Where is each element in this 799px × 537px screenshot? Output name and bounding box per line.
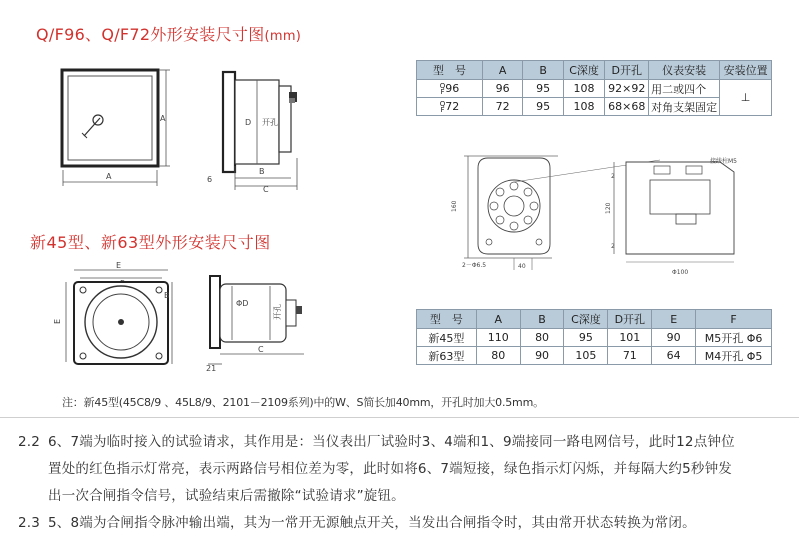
connector-mounting-diagram xyxy=(440,150,799,280)
cell-f: M4开孔 Φ5 xyxy=(696,347,772,365)
new-side-dim-21: 21 xyxy=(206,364,217,373)
col-header-f: F xyxy=(696,310,772,329)
col-header-c: C深度 xyxy=(563,61,605,80)
connector-dim-holes: 2－Φ6.5 xyxy=(462,262,487,269)
connector-terminal-label: 接线柱M5 xyxy=(710,158,737,165)
col-header-c: C深度 xyxy=(564,310,608,329)
paragraph-number: 2.3 xyxy=(18,515,41,531)
table-row xyxy=(417,347,772,365)
cell-c: 105 xyxy=(564,347,608,365)
dimension-note: 注：新45型(45C8/9 、45L8/9、2101－2109系列)中的W、S简长加40mm，开孔时加大0.5mm。 xyxy=(62,396,544,409)
connector-dim-160: 160 xyxy=(451,200,458,212)
cell-b: 90 xyxy=(520,347,564,365)
cell-c: 108 xyxy=(563,80,605,98)
new-front-dim-e-top: E xyxy=(116,261,122,270)
new-side-view-diagram xyxy=(200,260,320,372)
cell-d: 71 xyxy=(608,347,652,365)
table-row xyxy=(417,98,772,116)
qf-side-open-label: 开孔 xyxy=(262,118,278,127)
new-front-dim-e-side: E xyxy=(53,318,62,324)
new-side-open-label: 开孔 xyxy=(273,304,282,320)
col-header-position: 安装位置 xyxy=(720,61,772,80)
col-header-a: A xyxy=(482,61,522,80)
qf-dimension-title xyxy=(36,22,301,45)
cell-position: ⊥ xyxy=(720,80,772,116)
qf-front-dim-a-bottom: A xyxy=(106,172,112,181)
connector-side-body xyxy=(626,162,734,254)
qf-title-unit: (mm) xyxy=(264,29,302,44)
qf-title-text: Q/F96、Q/F72外形安装尺寸图 xyxy=(36,25,265,44)
connector-plate-outline xyxy=(478,158,550,254)
cell-d: 101 xyxy=(608,329,652,347)
cell-a: 110 xyxy=(476,329,520,347)
col-header-b: B xyxy=(520,310,564,329)
cell-a: 72 xyxy=(482,98,522,116)
new-model-spec-table xyxy=(416,309,772,365)
qf-side-dim-six: 6 xyxy=(207,175,213,184)
cell-e: 64 xyxy=(652,347,696,365)
col-header-d: D开孔 xyxy=(605,61,649,80)
new-side-dim-phid: ΦD xyxy=(236,299,249,308)
table-header-row xyxy=(417,61,772,80)
qf-front-view-diagram xyxy=(40,58,170,198)
qf-spec-table xyxy=(416,60,772,116)
cell-model: 新63型 xyxy=(417,347,477,365)
table-header-row xyxy=(417,310,772,329)
cell-b: 80 xyxy=(520,329,564,347)
qf-side-dim-d: D xyxy=(245,118,252,127)
cell-e: 90 xyxy=(652,329,696,347)
paragraph-2-2-line-3: 出一次合闸指令信号，试验结束后需撤除“试验请求”旋钮。 xyxy=(48,488,405,504)
section-divider xyxy=(0,417,799,418)
col-header-b: B xyxy=(523,61,563,80)
cell-a: 96 xyxy=(482,80,522,98)
cell-model: 新45型 xyxy=(417,329,477,347)
col-header-e: E xyxy=(652,310,696,329)
new-front-dim-b: B xyxy=(164,291,170,300)
cell-c: 108 xyxy=(563,98,605,116)
paragraph-2-3-line-1: 2.3 5、8端为合闸指令脉冲输出端，其为一常开无源触点开关，当发出合闸指令时，其由常开状态转换为常闭。 xyxy=(18,515,696,531)
cell-d: 92×92 xyxy=(605,80,649,98)
qf-front-dim-a-side: A xyxy=(160,114,166,123)
col-header-model: 型 号 xyxy=(417,61,483,80)
connector-dim-2b: 2 xyxy=(611,243,615,250)
connector-dim-phi100: Φ100 xyxy=(672,269,689,276)
col-header-a: A xyxy=(476,310,520,329)
table-row xyxy=(417,80,772,98)
qf-side-dim-c: C xyxy=(263,185,269,194)
paragraph-2-2-line-2: 置处的红色指示灯常亮，表示两路信号相位差为零，此时如将6、7端短接，绿色指示灯闪烁，并每隔大约5秒钟发 xyxy=(48,461,732,477)
connector-dim-40: 40 xyxy=(518,263,526,270)
cell-a: 80 xyxy=(476,347,520,365)
model-cell: Q F72 xyxy=(417,98,483,116)
new-side-dim-c: C xyxy=(258,345,264,354)
cell-f: M5开孔 Φ6 xyxy=(696,329,772,347)
col-header-install: 仪表安装 xyxy=(649,61,720,80)
connector-dim-2a: 2 xyxy=(611,173,615,180)
qf-side-dim-b: B xyxy=(259,167,265,176)
paragraph-2-2-line-1: 2.2 6、7端为临时接入的试验请求，其作用是：当仪表出厂试验时3、4端和1、9端接同一路电网信号，此时12点钟位 xyxy=(18,434,735,450)
cell-install: 用二或四个 xyxy=(649,80,720,98)
col-header-model: 型 号 xyxy=(417,310,477,329)
cell-c: 95 xyxy=(564,329,608,347)
cell-b: 95 xyxy=(523,80,563,98)
paragraph-number: 2.2 xyxy=(18,434,41,450)
col-header-d: D开孔 xyxy=(608,310,652,329)
new-front-view-diagram xyxy=(50,258,180,376)
cell-b: 95 xyxy=(523,98,563,116)
qf-front-outer-frame xyxy=(62,70,158,166)
cell-d: 68×68 xyxy=(605,98,649,116)
new45-63-dimension-title: 新45型、新63型外形安装尺寸图 xyxy=(30,233,271,252)
qf-side-view-diagram xyxy=(205,62,315,194)
model-cell: Q F96 xyxy=(417,80,483,98)
cell-install: 对角支架固定 xyxy=(649,98,720,116)
table-row xyxy=(417,329,772,347)
connector-dim-120: 120 xyxy=(605,202,612,214)
